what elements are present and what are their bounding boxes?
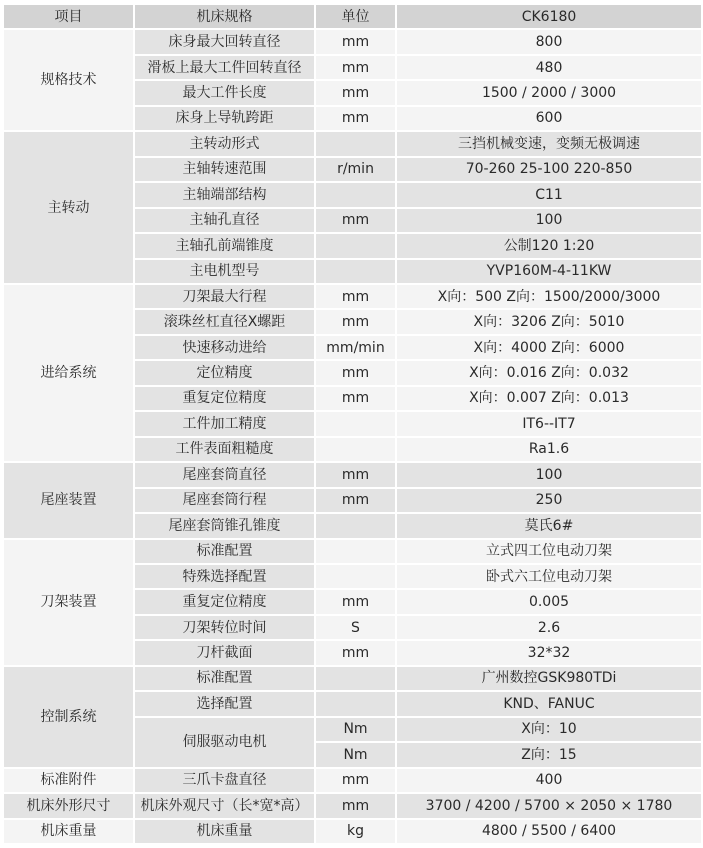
- param-cell: 床身上导轨跨距: [134, 106, 315, 131]
- unit-cell: [315, 666, 396, 691]
- param-cell: 重复定位精度: [134, 386, 315, 411]
- category-cell: 控制系统: [3, 666, 134, 768]
- param-cell: 最大工件长度: [134, 80, 315, 105]
- value-cell: 三挡机械变速，变频无极调速: [396, 131, 702, 156]
- value-cell: X向：3206 Z向：5010: [396, 309, 702, 334]
- value-cell: X向：500 Z向：1500/2000/3000: [396, 284, 702, 309]
- param-cell: 主转动形式: [134, 131, 315, 156]
- value-cell: X向：4000 Z向：6000: [396, 335, 702, 360]
- unit-cell: kg: [315, 819, 396, 845]
- unit-cell: mm: [315, 55, 396, 80]
- unit-cell: mm: [315, 208, 396, 233]
- table-row: [3, 768, 702, 793]
- unit-cell: mm: [315, 106, 396, 131]
- category-cell: 刀架装置: [3, 539, 134, 666]
- param-cell: 主轴转速范围: [134, 157, 315, 182]
- value-cell: 1500 / 2000 / 3000: [396, 80, 702, 105]
- param-cell: 工件加工精度: [134, 411, 315, 436]
- value-cell: 480: [396, 55, 702, 80]
- value-cell: X向：0.007 Z向：0.013: [396, 386, 702, 411]
- unit-cell: mm: [315, 488, 396, 513]
- category-cell: 主转动: [3, 131, 134, 284]
- value-cell: C11: [396, 182, 702, 207]
- unit-cell: mm: [315, 360, 396, 385]
- value-cell: 4800 / 5500 / 6400: [396, 819, 702, 845]
- param-cell: 标准配置: [134, 539, 315, 564]
- header-model: CK6180: [396, 4, 702, 29]
- param-cell: 伺服驱动电机: [134, 717, 315, 768]
- param-cell: 刀架最大行程: [134, 284, 315, 309]
- unit-cell: [315, 691, 396, 716]
- header-unit: 单位: [315, 4, 396, 29]
- value-cell: 2.6: [396, 615, 702, 640]
- param-cell: 主轴孔直径: [134, 208, 315, 233]
- param-cell: 尾座套筒锥孔锥度: [134, 513, 315, 538]
- unit-cell: mm: [315, 284, 396, 309]
- table-row: [3, 793, 702, 818]
- table-row: [3, 819, 702, 845]
- value-cell: 莫氏6#: [396, 513, 702, 538]
- unit-cell: [315, 259, 396, 284]
- unit-cell: [315, 182, 396, 207]
- unit-cell: mm: [315, 29, 396, 54]
- value-cell: 70-260 25-100 220-850: [396, 157, 702, 182]
- value-cell: 32*32: [396, 640, 702, 665]
- value-cell: 600: [396, 106, 702, 131]
- table-row: [3, 462, 702, 487]
- category-cell: 机床外形尺寸: [3, 793, 134, 818]
- category-cell: 尾座装置: [3, 462, 134, 538]
- param-cell: 特殊选择配置: [134, 564, 315, 589]
- value-cell: Z向：15: [396, 742, 702, 767]
- unit-cell: Nm: [315, 717, 396, 742]
- value-cell: Ra1.6: [396, 437, 702, 462]
- param-cell: 快速移动进给: [134, 335, 315, 360]
- value-cell: 0.005: [396, 589, 702, 614]
- unit-cell: Nm: [315, 742, 396, 767]
- param-cell: 刀杆截面: [134, 640, 315, 665]
- table-row: [3, 666, 702, 691]
- unit-cell: mm: [315, 768, 396, 793]
- unit-cell: [315, 513, 396, 538]
- param-cell: 主电机型号: [134, 259, 315, 284]
- param-cell: 选择配置: [134, 691, 315, 716]
- unit-cell: [315, 131, 396, 156]
- value-cell: X向：10: [396, 717, 702, 742]
- table-row: [3, 539, 702, 564]
- param-cell: 机床外观尺寸（长*宽*高）: [134, 793, 315, 818]
- value-cell: 3700 / 4200 / 5700 × 2050 × 1780: [396, 793, 702, 818]
- param-cell: 滚珠丝杠直径X螺距: [134, 309, 315, 334]
- unit-cell: mm: [315, 462, 396, 487]
- unit-cell: [315, 437, 396, 462]
- param-cell: 标准配置: [134, 666, 315, 691]
- param-cell: 机床重量: [134, 819, 315, 845]
- unit-cell: [315, 539, 396, 564]
- table-row: [3, 29, 702, 54]
- category-cell: 规格技术: [3, 29, 134, 131]
- value-cell: 250: [396, 488, 702, 513]
- param-cell: 三爪卡盘直径: [134, 768, 315, 793]
- unit-cell: mm/min: [315, 335, 396, 360]
- unit-cell: [315, 564, 396, 589]
- table-row: [3, 131, 702, 156]
- value-cell: 100: [396, 462, 702, 487]
- value-cell: YVP160M-4-11KW: [396, 259, 702, 284]
- value-cell: 广州数控GSK980TDi: [396, 666, 702, 691]
- category-cell: 机床重量: [3, 819, 134, 845]
- value-cell: 400: [396, 768, 702, 793]
- value-cell: 800: [396, 29, 702, 54]
- unit-cell: S: [315, 615, 396, 640]
- value-cell: 公制120 1:20: [396, 233, 702, 258]
- value-cell: 100: [396, 208, 702, 233]
- table-row: [3, 284, 702, 309]
- param-cell: 刀架转位时间: [134, 615, 315, 640]
- unit-cell: [315, 233, 396, 258]
- value-cell: X向：0.016 Z向：0.032: [396, 360, 702, 385]
- param-cell: 工件表面粗糙度: [134, 437, 315, 462]
- param-cell: 重复定位精度: [134, 589, 315, 614]
- param-cell: 床身最大回转直径: [134, 29, 315, 54]
- table-header-row: [3, 4, 702, 29]
- unit-cell: r/min: [315, 157, 396, 182]
- param-cell: 主轴端部结构: [134, 182, 315, 207]
- unit-cell: mm: [315, 386, 396, 411]
- category-cell: 进给系统: [3, 284, 134, 462]
- unit-cell: mm: [315, 793, 396, 818]
- spec-table: [2, 3, 703, 845]
- value-cell: 卧式六工位电动刀架: [396, 564, 702, 589]
- unit-cell: mm: [315, 589, 396, 614]
- unit-cell: mm: [315, 640, 396, 665]
- header-spec: 机床规格: [134, 4, 315, 29]
- param-cell: 主轴孔前端锥度: [134, 233, 315, 258]
- category-cell: 标准附件: [3, 768, 134, 793]
- param-cell: 尾座套筒行程: [134, 488, 315, 513]
- value-cell: IT6--IT7: [396, 411, 702, 436]
- value-cell: 立式四工位电动刀架: [396, 539, 702, 564]
- unit-cell: [315, 411, 396, 436]
- header-item: 项目: [3, 4, 134, 29]
- param-cell: 滑板上最大工件回转直径: [134, 55, 315, 80]
- param-cell: 定位精度: [134, 360, 315, 385]
- param-cell: 尾座套筒直径: [134, 462, 315, 487]
- unit-cell: mm: [315, 309, 396, 334]
- value-cell: KND、FANUC: [396, 691, 702, 716]
- unit-cell: mm: [315, 80, 396, 105]
